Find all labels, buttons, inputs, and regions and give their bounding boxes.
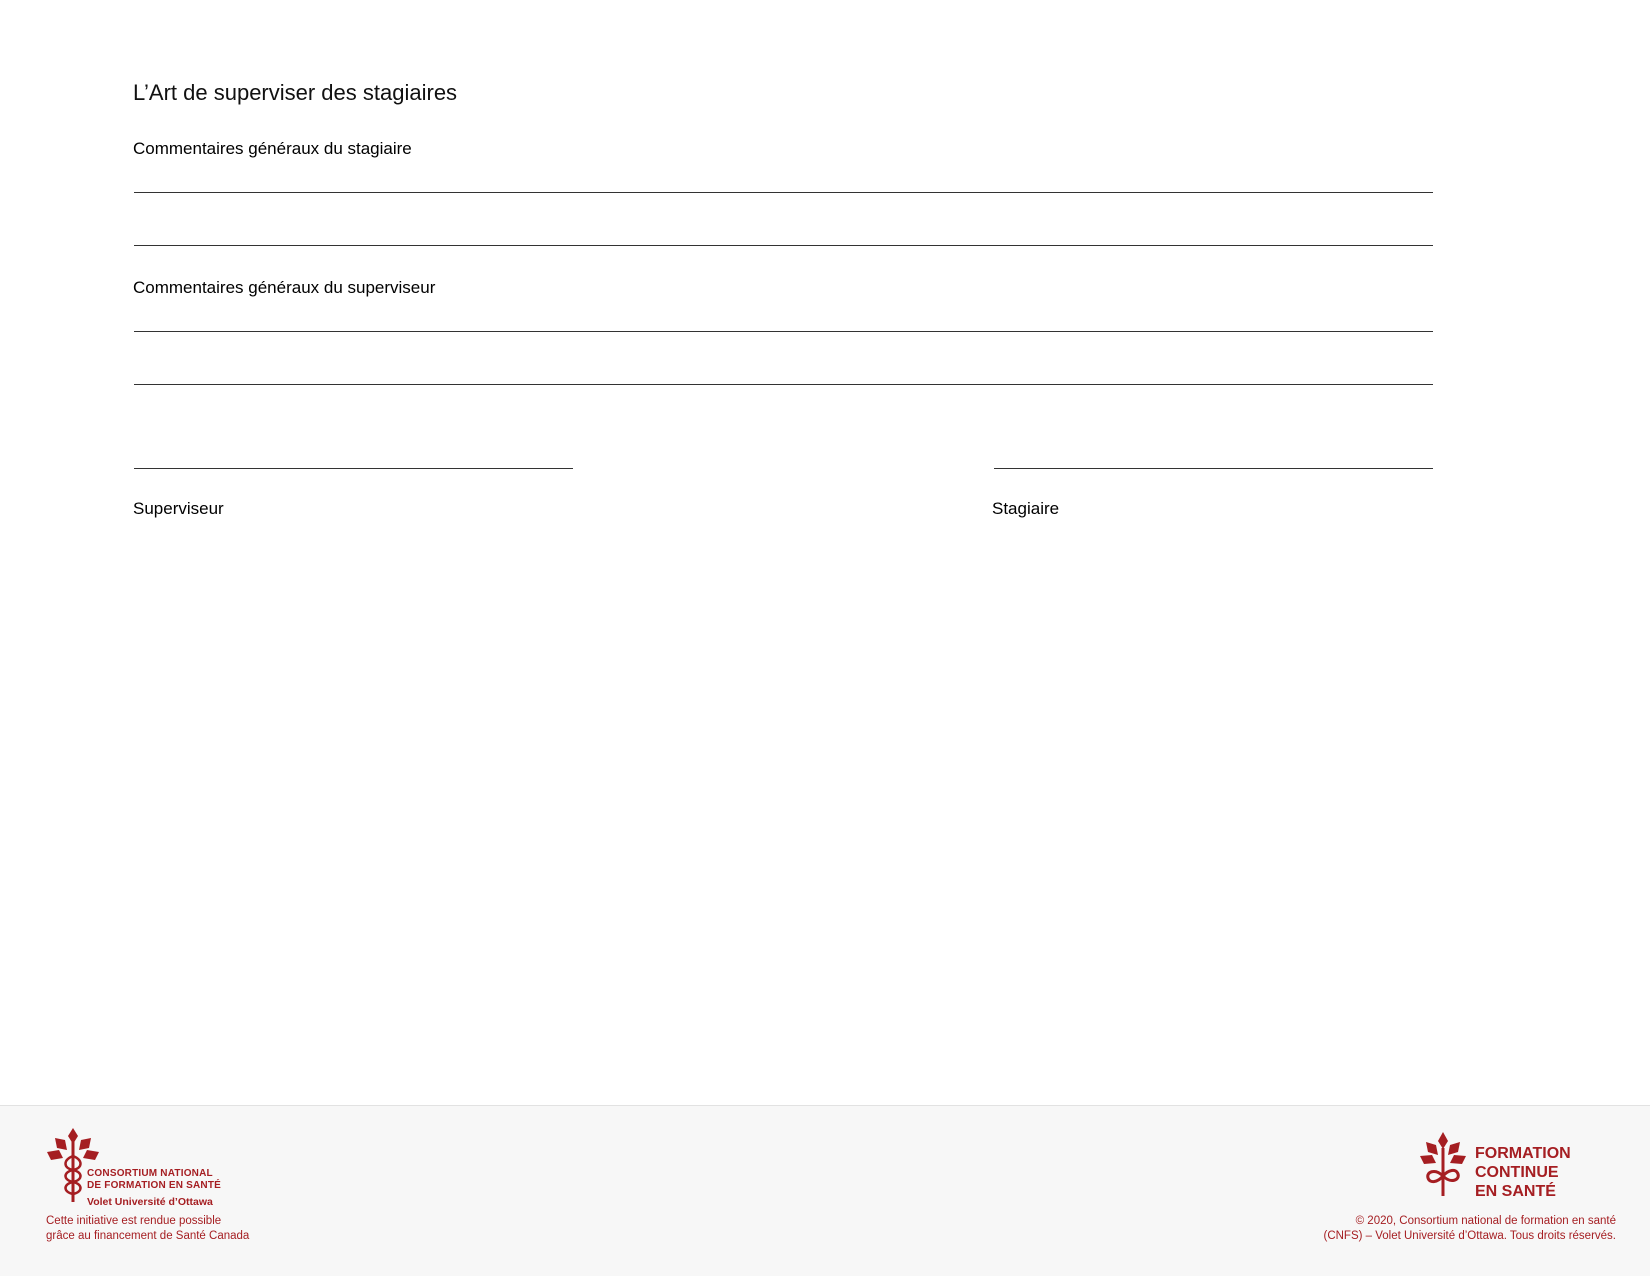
cnfs-name-line-1: CONSORTIUM NATIONAL: [87, 1168, 213, 1179]
caduceus-leaf-icon: [45, 1126, 101, 1206]
fcs-logo: [1420, 1132, 1600, 1202]
trainee-signature-label: Stagiaire: [992, 499, 1060, 518]
supervisor-comments-label: Commentaires généraux du superviseur: [133, 278, 436, 297]
leaf-infinity-icon: [1420, 1132, 1466, 1198]
supervisor-signature-label: Superviseur: [133, 499, 224, 518]
copyright-note: [1323, 1214, 1616, 1244]
trainee-comments-label: Commentaires généraux du stagiaire: [133, 139, 412, 158]
trainee-comments-line-1[interactable]: [134, 192, 1433, 193]
fcs-line-2: CONTINUE: [1475, 1164, 1559, 1181]
funding-line-1: Cette initiative est rendue possible: [46, 1215, 222, 1227]
trainee-comments-line-2[interactable]: [134, 245, 1433, 246]
copyright-line-2: (CNFS) – Volet Université d’Ottawa. Tous droits réservés.: [1323, 1230, 1616, 1242]
supervisor-comments-line-2[interactable]: [134, 384, 1433, 385]
cnfs-subline: Volet Université d’Ottawa: [87, 1196, 213, 1208]
funding-note: [46, 1214, 249, 1244]
copyright-line-1: © 2020, Consortium national de formation en santé: [1355, 1215, 1616, 1227]
page-title: L’Art de superviser des stagiaires: [133, 80, 458, 105]
fcs-line-3: EN SANTÉ: [1475, 1183, 1556, 1200]
footer: [0, 1105, 1650, 1276]
fcs-wordmark: [1475, 1144, 1571, 1201]
supervisor-signature-line[interactable]: [134, 468, 573, 469]
trainee-signature-line[interactable]: [994, 468, 1433, 469]
fcs-line-1: FORMATION: [1475, 1145, 1571, 1162]
funding-line-2: grâce au financement de Santé Canada: [46, 1230, 250, 1242]
cnfs-name-line-2: DE FORMATION EN SANTÉ: [87, 1180, 222, 1191]
supervisor-comments-line-1[interactable]: [134, 331, 1433, 332]
